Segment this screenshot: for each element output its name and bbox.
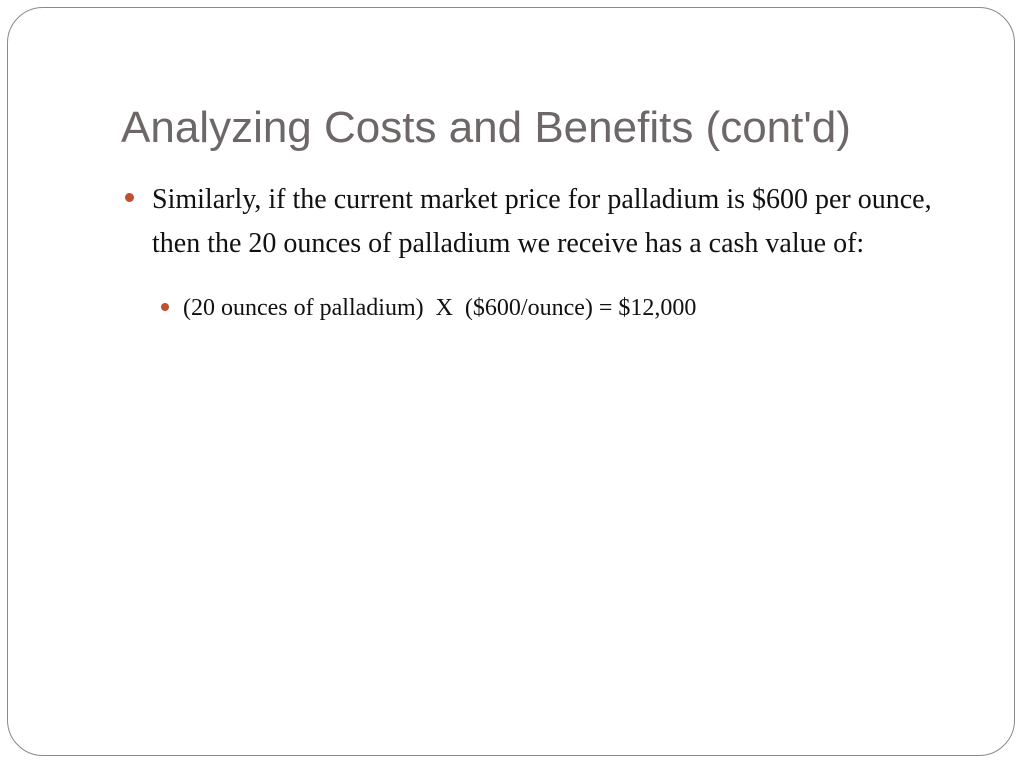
sub-bullet-item-calculation (121, 290, 961, 326)
sub-bullet-text: (20 ounces of palladium) X ($600/ounce) = $12,000 (183, 295, 697, 321)
slide-title: Analyzing Costs and Benefits (cont'd) (121, 103, 851, 152)
bullet-dot-icon (125, 193, 134, 202)
bullet-item-cash-value (121, 178, 952, 266)
bullet-text: Similarly, if the current market price for palladium is $600 per ounce, then the 20 ounces of palladium we receive has a cash value of: (152, 184, 932, 259)
bullet-list (121, 178, 961, 326)
slide-frame (7, 7, 1015, 756)
bullet-dot-icon (161, 303, 169, 311)
